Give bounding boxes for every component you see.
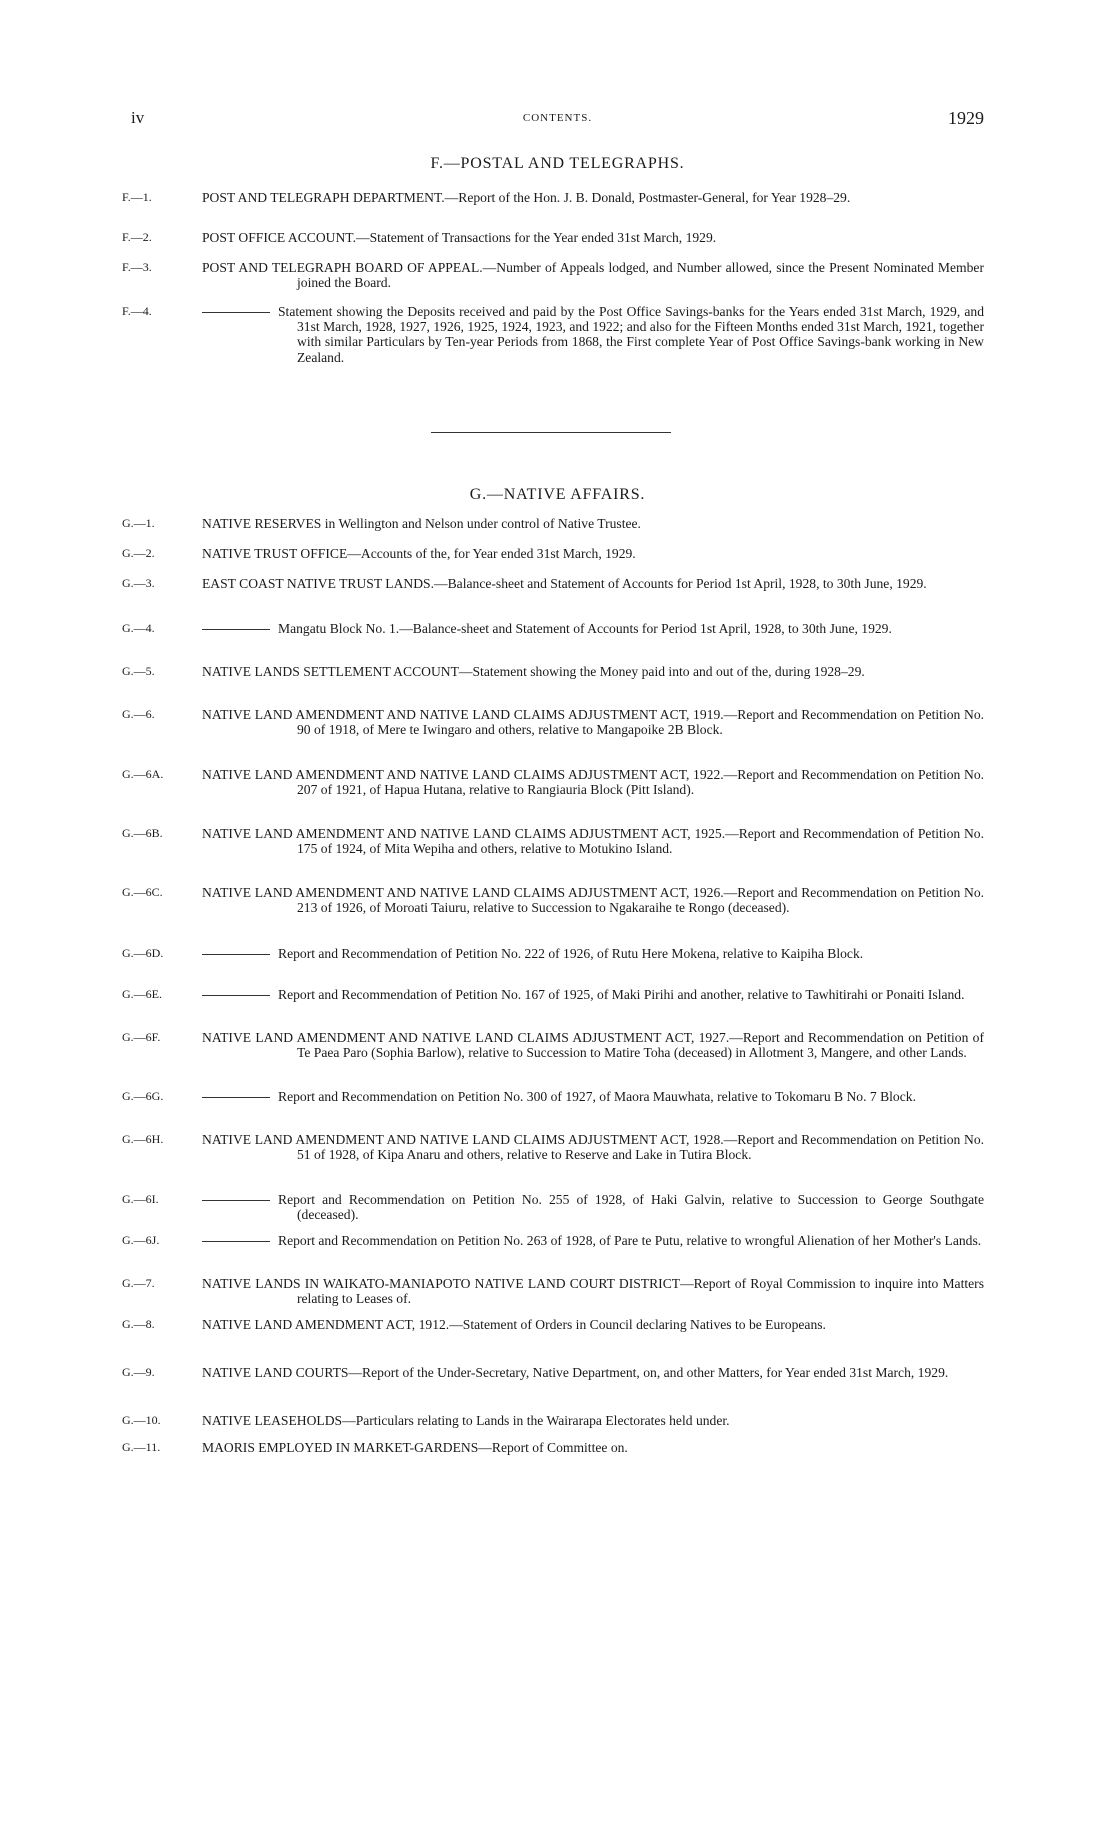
entry-description [202,1440,984,1455]
entry-code: G.—6D. [122,946,164,960]
entry-description [202,767,984,797]
entry-description [202,546,984,561]
entry-code: G.—6H. [122,1132,164,1146]
contents-entry [122,826,984,856]
entry-code: G.—7. [122,1276,155,1290]
entry-description [202,1089,984,1104]
contents-entry [122,707,984,737]
entry-heading: NATIVE LAND AMENDMENT AND NATIVE LAND CLAIMS ADJUSTMENT ACT, 1927. [202,1030,730,1045]
contents-entry [122,1365,984,1380]
section-title-g: G.—NATIVE AFFAIRS. [469,486,646,503]
entry-description [202,1132,984,1162]
entry-heading: NATIVE LAND AMENDMENT AND NATIVE LAND CLAIMS ADJUSTMENT ACT, 1926. [202,885,724,900]
entry-code: G.—6. [122,707,155,721]
running-title: CONTENTS. [522,112,593,124]
entry-code: G.—6B. [122,826,163,840]
entry-text: —Statement showing the Money paid into and out of the, during 1928–29. [458,664,865,679]
ditto-rule [202,1241,270,1242]
entry-heading: NATIVE LAND COURTS [202,1365,349,1380]
entry-text: Report and Recommendation on Petition No. 263 of 1928, of Pare te Putu, relative to wrongful Alienation of her Mother's Lands. [278,1233,982,1248]
entry-text: —Report and Recommendation on Petition No. 213 of 1926, of Moroati Taiuru, relative to Succession to Ngakaraihe te Rongo (deceased). [297,885,985,916]
entry-heading: NATIVE LAND AMENDMENT AND NATIVE LAND CLAIMS ADJUSTMENT ACT, 1919. [202,707,724,722]
entry-text: —Statement of Orders in Council declaring Natives to be Europeans. [449,1317,826,1332]
entry-description [202,664,984,679]
entry-text: —Accounts of the, for Year ended 31st March, 1929. [347,546,636,561]
entry-heading: POST OFFICE ACCOUNT. [202,230,356,245]
entry-heading: EAST COAST NATIVE TRUST LANDS. [202,576,435,591]
contents-entry [122,260,984,290]
entry-heading: NATIVE LAND AMENDMENT AND NATIVE LAND CLAIMS ADJUSTMENT ACT, 1925. [202,826,726,841]
contents-entry [122,664,984,679]
entry-text: —Statement of Transactions for the Year ended 31st March, 1929. [355,230,717,245]
entry-description [202,190,984,205]
ditto-rule [202,312,270,313]
contents-entry [122,1440,984,1455]
entry-code: G.—4. [122,621,155,635]
entry-description [202,946,984,961]
entry-code: G.—8. [122,1317,155,1331]
ditto-rule [202,995,270,996]
entry-code: G.—10. [122,1413,161,1427]
entry-heading: NATIVE LANDS SETTLEMENT ACCOUNT [202,664,459,679]
entry-code: G.—1. [122,516,155,530]
contents-entry [122,1089,984,1104]
ditto-rule [202,1200,270,1201]
entry-description [202,1317,984,1332]
entry-text: —Report and Recommendation on Petition No. 207 of 1921, of Hapua Hutana, relative to Rangiauria Block (Pitt Island). [297,767,985,798]
ditto-rule [202,1097,270,1098]
contents-entry [122,230,984,245]
entry-text: Report and Recommendation on Petition No. 255 of 1928, of Haki Galvin, relative to Succession to George Southgate (deceased). [278,1192,984,1223]
entry-code: G.—2. [122,546,155,560]
year: 1929 [948,108,984,128]
entry-text: —Report and Recommendation of Petition No. 175 of 1924, of Mita Wepiha and others, relative to Motukino Island. [297,826,985,857]
contents-entry [122,1233,984,1248]
entry-description [202,304,984,365]
entry-heading: NATIVE LAND AMENDMENT ACT, 1912. [202,1317,450,1332]
entry-description [202,707,984,737]
entry-heading: NATIVE LAND AMENDMENT AND NATIVE LAND CLAIMS ADJUSTMENT ACT, 1922. [202,767,724,782]
ditto-rule [202,629,270,630]
entry-code: F.—4. [122,304,152,318]
contents-entry [122,1132,984,1162]
entry-code: G.—5. [122,664,155,678]
page-number: iv [131,108,145,127]
contents-entry [122,516,984,531]
entry-description [202,516,984,531]
entry-heading: POST AND TELEGRAPH BOARD OF APPEAL. [202,260,483,275]
entry-description [202,1413,984,1428]
contents-entry [122,621,984,636]
entry-text: Statement showing the Deposits received and paid by the Post Office Savings-banks for the Years ended 31st March, 1929, and 31st March, 1928, 1927, 1926, 1925, 1924, 1923, and 1922; and also for the Fifteen Months ended 31st March, 1921, together with similar Particulars by Ten-year Periods from 1868, the First complete Year of Post Office Savings-bank working in New Zealand. [278,304,984,365]
entry-description [202,885,984,915]
entry-description [202,1030,984,1060]
entry-code: F.—1. [122,190,152,204]
entry-code: G.—6F. [122,1030,161,1044]
contents-entry [122,576,984,591]
contents-entry [122,987,984,1002]
entry-text: Report and Recommendation of Petition No. 222 of 1926, of Rutu Here Mokena, relative to Kaipiha Block. [278,946,864,961]
entry-text: —Report of Committee on. [478,1440,628,1455]
entry-text: —Report of the Hon. J. B. Donald, Postmaster-General, for Year 1928–29. [444,190,851,205]
entry-heading: MAORIS EMPLOYED IN MARKET-GARDENS [202,1440,479,1455]
entry-text: Mangatu Block No. 1.—Balance-sheet and Statement of Accounts for Period 1st April, 1928, to 30th June, 1929. [278,621,892,636]
entry-text: —Report and Recommendation on Petition No. 51 of 1928, of Kipa Anaru and others, relative to Reserve and Lake in Tutira Block. [297,1132,985,1163]
entry-text: —Report and Recommendation on Petition of Te Paea Paro (Sophia Barlow), relative to Succession to Matire Toha (deceased) in Allotment 3, Mangere, and other Lands. [297,1030,985,1061]
entry-code: G.—6J. [122,1233,160,1247]
entry-heading: NATIVE LEASEHOLDS [202,1413,343,1428]
page-header [131,108,984,132]
entry-heading: NATIVE RESERVES [202,516,322,531]
entry-code: F.—3. [122,260,152,274]
entry-heading: NATIVE LANDS IN WAIKATO-MANIAPOTO NATIVE LAND COURT DISTRICT [202,1276,681,1291]
entry-description [202,260,984,290]
entry-text: Report and Recommendation of Petition No. 167 of 1925, of Maki Pirihi and another, relative to Tawhitirahi or Ponaiti Island. [278,987,965,1002]
entry-description [202,1365,984,1380]
entry-description [202,1276,984,1306]
entry-code: G.—3. [122,576,155,590]
entry-text: —Report of Royal Commission to inquire into Matters relating to Leases of. [297,1276,984,1307]
contents-entry [122,1413,984,1428]
entry-text: —Balance-sheet and Statement of Accounts for Period 1st April, 1928, to 30th June, 1929. [434,576,927,591]
entry-text: —Report of the Under-Secretary, Native Department, on, and other Matters, for Year ended 31st March, 1929. [348,1365,949,1380]
contents-entry [122,546,984,561]
entry-description [202,230,984,245]
section-title-f: F.—POSTAL AND TELEGRAPHS. [430,155,685,172]
contents-entry [122,304,984,365]
contents-entry [122,767,984,797]
entry-code: G.—6A. [122,767,164,781]
contents-entry [122,1192,984,1222]
entry-code: G.—11. [122,1440,161,1454]
entry-code: G.—9. [122,1365,155,1379]
contents-entry [122,190,984,205]
contents-entry [122,1317,984,1332]
entry-code: G.—6E. [122,987,162,1001]
entry-description [202,987,984,1002]
entry-code: G.—6G. [122,1089,164,1103]
entry-text: Report and Recommendation on Petition No. 300 of 1927, of Maora Mauwhata, relative to Tokomaru B No. 7 Block. [278,1089,916,1104]
entry-text: —Number of Appeals lodged, and Number allowed, since the Present Nominated Member joined the Board. [297,260,984,291]
ditto-rule [202,954,270,955]
entry-description [202,826,984,856]
contents-entry [122,1276,984,1306]
entry-text: —Report and Recommendation on Petition No. 90 of 1918, of Mere te Iwingaro and others, relative to Mangapoike 2B Block. [297,707,985,738]
entry-code: G.—6I. [122,1192,159,1206]
contents-entry [122,1030,984,1060]
entry-code: F.—2. [122,230,152,244]
entry-description [202,1192,984,1222]
entry-heading: NATIVE TRUST OFFICE [202,546,348,561]
entry-description [202,621,984,636]
entry-text: in Wellington and Nelson under control of Native Trustee. [321,516,641,531]
contents-entry [122,946,984,961]
entry-heading: POST AND TELEGRAPH DEPARTMENT. [202,190,445,205]
entry-heading: NATIVE LAND AMENDMENT AND NATIVE LAND CLAIMS ADJUSTMENT ACT, 1928. [202,1132,724,1147]
section-divider [431,432,671,433]
entry-description [202,576,984,591]
contents-entry [122,885,984,915]
entry-description [202,1233,984,1248]
entry-code: G.—6C. [122,885,163,899]
entry-text: —Particulars relating to Lands in the Wairarapa Electorates held under. [342,1413,730,1428]
